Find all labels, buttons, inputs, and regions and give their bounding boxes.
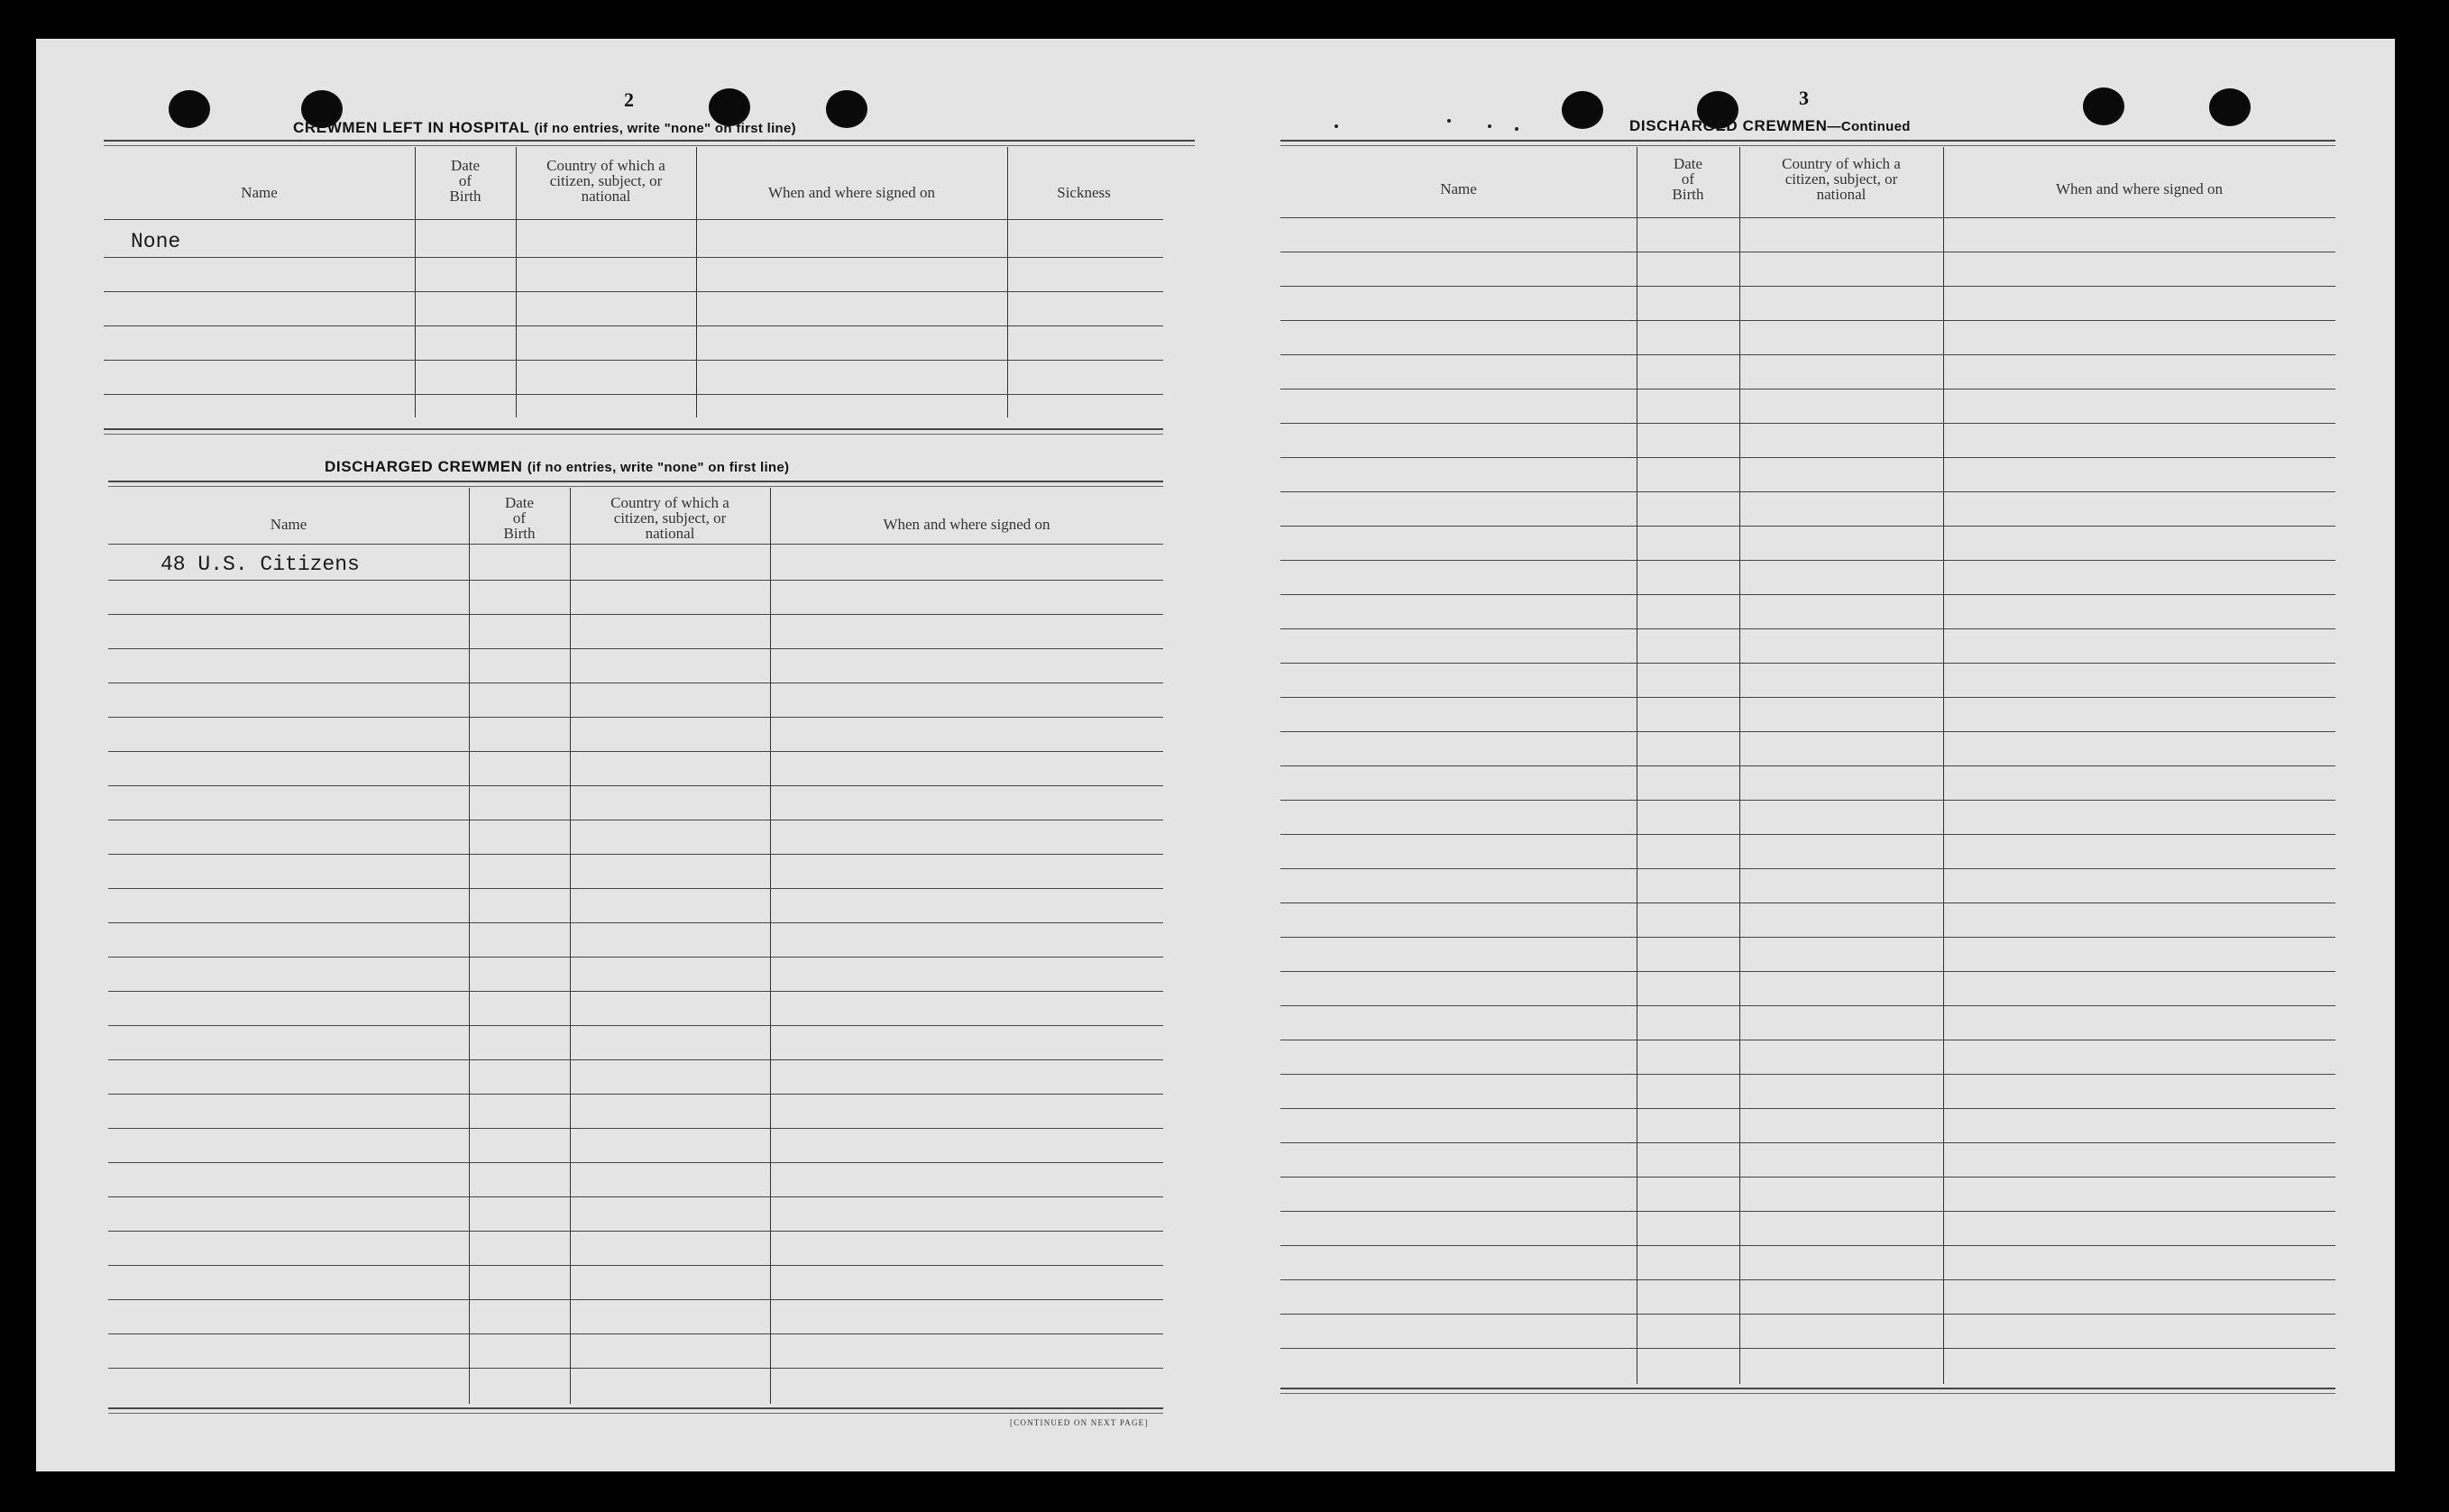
- rule: [104, 428, 1163, 430]
- row-line: [108, 854, 1163, 855]
- column-divider: [516, 147, 517, 417]
- row-line: [108, 1059, 1163, 1060]
- row-line: [1280, 834, 2335, 835]
- continued-note: [CONTINUED ON NEXT PAGE]: [1010, 1418, 1149, 1427]
- punch-hole: [1562, 91, 1603, 129]
- discharged-title-text: DISCHARGED CREWMEN: [325, 458, 523, 475]
- row-line: [1280, 320, 2335, 321]
- row-line: [108, 1196, 1163, 1197]
- col-header-dob: Date of Birth: [503, 494, 536, 542]
- scanned-document-sheet: [36, 39, 2395, 1471]
- row-line: [108, 648, 1163, 649]
- discharged-continued-title: [1629, 117, 1911, 135]
- col-header-name: Name: [241, 184, 278, 201]
- row-line: [1280, 1348, 2335, 1349]
- row-line: [108, 1094, 1163, 1095]
- row-line: [1280, 1108, 2335, 1109]
- col-header-dob: Date of Birth: [449, 157, 482, 205]
- speck: [1447, 119, 1451, 123]
- header-underline: [108, 544, 1163, 545]
- row-line: [108, 751, 1163, 752]
- rule: [104, 140, 1195, 142]
- discharged-table: [108, 481, 1208, 1427]
- column-divider: [570, 488, 571, 1404]
- row-line: [1280, 526, 2335, 527]
- row-line: [104, 291, 1163, 292]
- row-line: [1280, 1245, 2335, 1246]
- row-line: [108, 1299, 1163, 1300]
- rule: [104, 434, 1163, 435]
- row-line: [108, 614, 1163, 615]
- row-line: [108, 1265, 1163, 1266]
- row-line: [104, 257, 1163, 258]
- row-line: [108, 580, 1163, 581]
- page-number-left: 2: [624, 88, 635, 111]
- hospital-table: [104, 140, 1195, 472]
- row-line: [1280, 1074, 2335, 1075]
- column-divider: [770, 488, 771, 1404]
- col-header-country: Country of which a citizen, subject, or national: [546, 157, 665, 205]
- row-line: [1280, 560, 2335, 561]
- row-line: [1280, 1142, 2335, 1143]
- row-line: [108, 1162, 1163, 1163]
- row-line: [108, 888, 1163, 889]
- rule: [108, 486, 1163, 487]
- row-line: [1280, 491, 2335, 492]
- page-number-right: 3: [1799, 87, 1810, 109]
- row-line: [1280, 1005, 2335, 1006]
- row-line: [1280, 868, 2335, 869]
- row-line: [108, 1128, 1163, 1129]
- row-line: [108, 717, 1163, 718]
- punch-hole: [169, 90, 210, 128]
- row-line: [108, 1231, 1163, 1232]
- column-divider: [469, 488, 470, 1404]
- row-line: [1280, 731, 2335, 732]
- row-line: [104, 325, 1163, 326]
- row-line: [1280, 423, 2335, 424]
- column-divider: [1007, 147, 1008, 417]
- col-header-dob: Date of Birth: [1672, 155, 1704, 203]
- row-line: [108, 957, 1163, 958]
- discharged-continued-table: [1280, 140, 2371, 1429]
- row-line: [1280, 1177, 2335, 1178]
- punch-hole: [826, 90, 867, 128]
- discharged-entry-first: 48 U.S. Citizens: [161, 553, 360, 576]
- header-underline: [104, 219, 1163, 220]
- row-line: [108, 1333, 1163, 1334]
- discharged-title-note: (if no entries, write "none" on first line): [527, 460, 790, 475]
- row-line: [1280, 765, 2335, 766]
- row-line: [1280, 1279, 2335, 1280]
- row-line: [104, 360, 1163, 361]
- col-header-sickness: Sickness: [1057, 184, 1111, 201]
- row-line: [1280, 457, 2335, 458]
- col-header-signed-on: When and where signed on: [883, 516, 1050, 533]
- row-line: [1280, 697, 2335, 698]
- hospital-section-title: [293, 119, 796, 137]
- col-header-name: Name: [270, 516, 307, 533]
- row-line: [108, 991, 1163, 992]
- rule: [1280, 1393, 2335, 1394]
- rule: [108, 1413, 1163, 1414]
- row-line: [108, 1368, 1163, 1369]
- row-line: [1280, 1314, 2335, 1315]
- speck: [1515, 127, 1518, 131]
- row-line: [104, 394, 1163, 395]
- header-underline: [1280, 217, 2335, 218]
- row-line: [1280, 628, 2335, 629]
- hospital-title-text: CREWMEN LEFT IN HOSPITAL: [293, 119, 530, 136]
- rule: [1280, 145, 2335, 146]
- column-divider: [696, 147, 697, 417]
- row-line: [1280, 663, 2335, 664]
- rule: [1280, 140, 2335, 142]
- col-header-signed-on: When and where signed on: [767, 184, 936, 201]
- rule: [108, 481, 1163, 482]
- row-line: [1280, 594, 2335, 595]
- col-header-signed-on: When and where signed on: [2055, 180, 2224, 197]
- speck: [1488, 124, 1491, 128]
- row-line: [1280, 354, 2335, 355]
- rule: [108, 1407, 1163, 1409]
- punch-hole: [2083, 87, 2124, 125]
- rule: [104, 145, 1195, 146]
- row-line: [108, 922, 1163, 923]
- discharged-section-title: [325, 458, 789, 476]
- continued-title-text: DISCHARGED CREWMEN: [1629, 117, 1828, 134]
- hospital-entry-first: None: [131, 230, 181, 253]
- row-line: [1280, 286, 2335, 287]
- col-header-country: Country of which a citizen, subject, or national: [610, 494, 729, 542]
- row-line: [1280, 937, 2335, 938]
- rule: [1280, 1388, 2335, 1389]
- hospital-title-note: (if no entries, write "none" on first line): [534, 121, 796, 136]
- row-line: [108, 1025, 1163, 1026]
- row-line: [1280, 1211, 2335, 1212]
- column-divider: [415, 147, 416, 417]
- continued-suffix: —Continued: [1827, 119, 1911, 134]
- row-line: [1280, 800, 2335, 801]
- col-header-name: Name: [1440, 180, 1477, 197]
- row-line: [108, 785, 1163, 786]
- speck: [1335, 124, 1338, 128]
- row-line: [1280, 971, 2335, 972]
- punch-hole: [2209, 88, 2251, 126]
- col-header-country: Country of which a citizen, subject, or national: [1782, 155, 1901, 203]
